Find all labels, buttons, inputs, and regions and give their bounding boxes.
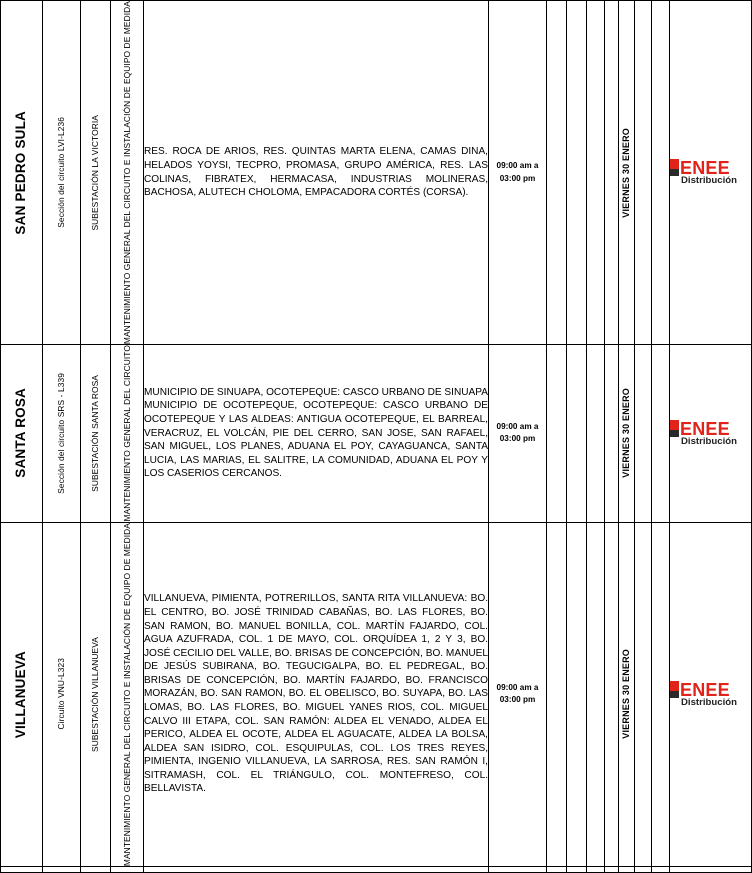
spacer-cell	[567, 866, 587, 872]
schedule-cell	[489, 866, 547, 872]
spacer-cell	[605, 345, 619, 523]
city-cell	[1, 1, 43, 345]
enee-logo-subtitle: Distribución	[681, 696, 737, 708]
enee-logo-row	[670, 158, 748, 179]
enee-logo-subtitle: Distribución	[681, 175, 737, 187]
affected-areas-cell: MUNICIPIO DE SINUAPA, OCOTEPEQUE: CASCO URBANO DE SINUAPA MUNICIPIO DE OCOTEPEQUE, OCOTEPEQUE: CASCO URBANO DE OCOTEPEQUE Y LAS ALDEAS: ANTIGUA OCOTEPEQUE, EL BARREAL, VERACRUZ, EL VOLCÁN, PIE DEL CERRO, SAN JOSE, SAN RAFAEL, SAN MIGUEL, LOS PLANES, ADUANA EL POY, CAYAGUANCA, SANTA LUCIA, LAS MARIAS, EL SALITRE, LA COMUNIDAD, ADUANA EL POY Y LOS CASERIOS CERCANOS.	[144, 345, 489, 523]
enee-logo	[670, 681, 748, 708]
affected-areas-cell: RES. ROCA DE ARIOS, RES. QUINTAS MARTA ELENA, CAMAS DINA, HELADOS YOYSI, TECPRO, PROMASA, GRUPO AMÉRICA, RES. LAS COLINAS, FIBRATEX, HERMACASA, INDUSTRIAS MOLINERAS, BACHOSA, ALUTECH CHOLOMA, EMPACADORA CORTÉS (CORSA).	[144, 1, 489, 345]
enee-logo-mark-icon	[670, 420, 679, 437]
circuit-label: Circuito VNU-L323	[56, 658, 67, 730]
substation-label: SUBESTACIÓN VILLANUEVA	[90, 636, 101, 752]
city-cell	[1, 866, 43, 872]
enee-wordmark: ENEE	[680, 418, 730, 439]
circuit-label: Sección del circuito SRS - L339	[56, 372, 67, 494]
logo-cell	[670, 345, 752, 523]
circuit-cell	[43, 866, 81, 872]
table-row	[1, 1, 752, 345]
work-type-cell	[111, 866, 144, 872]
spacer-cell	[635, 522, 652, 866]
schedule-end: 03:00 pm	[499, 695, 536, 705]
enee-logo	[670, 159, 748, 186]
enee-wordmark: ENEE	[680, 679, 730, 700]
schedule-start: 09:00 am a	[496, 161, 539, 171]
city-cell	[1, 522, 43, 866]
logo-cell	[670, 1, 752, 345]
spacer-cell	[652, 866, 670, 872]
schedule-cell	[489, 522, 547, 866]
table-row-partial	[1, 866, 752, 872]
circuit-cell	[43, 522, 81, 866]
spacer-cell	[635, 345, 652, 523]
enee-logo	[670, 420, 748, 447]
substation-label: SUBESTACIÓN SANTA ROSA	[90, 374, 101, 492]
substation-cell	[81, 522, 111, 866]
spacer-cell	[567, 1, 587, 345]
spacer-cell	[587, 522, 605, 866]
schedule-start: 09:00 am a	[496, 682, 539, 692]
spacer-cell	[587, 345, 605, 523]
enee-wordmark: ENEE	[680, 158, 730, 179]
schedule-cell	[489, 1, 547, 345]
enee-logo-subtitle: Distribución	[681, 435, 737, 447]
substation-cell	[81, 345, 111, 523]
city-cell	[1, 345, 43, 523]
city-label: VILLANUEVA	[13, 650, 29, 738]
spacer-cell	[652, 345, 670, 523]
day-strip-cell	[619, 1, 635, 345]
spacer-cell	[635, 1, 652, 345]
work-type-cell	[111, 345, 144, 523]
schedule-end: 03:00 pm	[499, 173, 536, 183]
substation-cell	[81, 1, 111, 345]
spacer-cell	[605, 1, 619, 345]
logo-cell	[670, 522, 752, 866]
table-row	[1, 345, 752, 523]
enee-logo-mark-icon	[670, 159, 679, 176]
day-strip-label: VIERNES 30 ENERO	[621, 388, 632, 479]
circuit-cell	[43, 1, 81, 345]
circuit-label: Sección del circuito LVI-L236	[56, 117, 67, 228]
substation-cell	[81, 866, 111, 872]
spacer-cell	[635, 866, 652, 872]
spacer-cell	[605, 522, 619, 866]
spacer-cell	[652, 522, 670, 866]
affected-areas-cell: VILLANUEVA, PIMIENTA, POTRERILLOS, SANTA RITA VILLANUEVA: BO. EL CENTRO, BO. JOSÉ TRINIDAD CABAÑAS, BO. LAS FLORES, BO. SAN RAMON, BO. MANUEL BONILLA, COL. MARTÍN FAJARDO, COL. AGUA AZUFRADA, COL. 1 DE MAYO, COL. ORQUÍDEA 1, 2 Y 3, BO. JOSÉ CECILIO DEL VALLE, BO. BRISAS DE CONCEPCIÓN, BO. MANUEL DE JESÚS SUBIRANA, BO. TEGUCIGALPA, BO. EL PEDREGAL, BO. BRISAS DE CONCEPCIÓN, BO. MARTÍN FAJARDO, BO. FRANCISCO MORAZÁN, BO. SAN RAMON, BO. EL OBELISCO, BO. SUYAPA, BO. LAS LOMAS, BO. LAS FLORES, BO. MIGUEL YANES RIOS, COL. MIGUEL CALVO III ETAPA, COL. SAN RAMÓN: ALDEA EL VENADO, ALDEA EL PERICO, ALDEA EL OCOTE, ALDEA EL AGUACATE, ALDEA LA BOLSA, ALDEA SAN ISIDRO, COL. ESQUIPULAS, COL. LOS TRES REYES, PIMIENTA, INGENIO VILLANUEVA, LA SARROSA, RES. SAN RAMÓN I, SITRAMASH, COL. EL TRIÁNGULO, COL. MONTEFRESO, COL. BELLAVISTA.	[144, 522, 489, 866]
spacer-cell	[547, 866, 567, 872]
enee-logo-row	[670, 681, 748, 698]
day-strip-cell	[619, 866, 635, 872]
spacer-cell	[547, 1, 567, 345]
enee-logo-row	[670, 420, 748, 437]
city-label: SANTA ROSA	[13, 388, 29, 479]
schedule-cell	[489, 345, 547, 523]
schedule-start: 09:00 am a	[496, 422, 539, 432]
spacer-cell	[547, 345, 567, 523]
substation-label: SUBESTACIÓN LA VICTORIA	[90, 114, 101, 231]
day-strip-label: VIERNES 30 ENERO	[621, 127, 632, 218]
work-type-label: MANTENIMIENTO GENERAL DEL CIRCUITO	[121, 345, 132, 522]
spacer-cell	[547, 522, 567, 866]
affected-areas-cell	[144, 866, 489, 872]
logo-cell	[670, 866, 752, 872]
spacer-cell	[652, 1, 670, 345]
spacer-cell	[567, 522, 587, 866]
day-strip-label: VIERNES 30 ENERO	[621, 649, 632, 740]
circuit-cell	[43, 345, 81, 523]
schedule-end: 03:00 pm	[499, 434, 536, 444]
city-label: SAN PEDRO SULA	[13, 110, 29, 235]
day-strip-cell	[619, 522, 635, 866]
enee-logo-mark-icon	[670, 681, 679, 698]
spacer-cell	[587, 1, 605, 345]
work-type-cell	[111, 522, 144, 866]
spacer-cell	[605, 866, 619, 872]
table-row	[1, 522, 752, 866]
day-strip-cell	[619, 345, 635, 523]
spacer-cell	[587, 866, 605, 872]
spacer-cell	[567, 345, 587, 523]
work-type-cell	[111, 1, 144, 345]
work-type-label: MANTENIMIENTO GENERAL DEL CIRCUITO E INSTALACIÓN DE EQUIPO DE MEDIDA	[121, 1, 132, 345]
work-type-label: MANTENIMIENTO GENERAL DEL CIRCUITO E INSTALACIÓN DE EQUIPO DE MEDIDA	[121, 522, 132, 866]
